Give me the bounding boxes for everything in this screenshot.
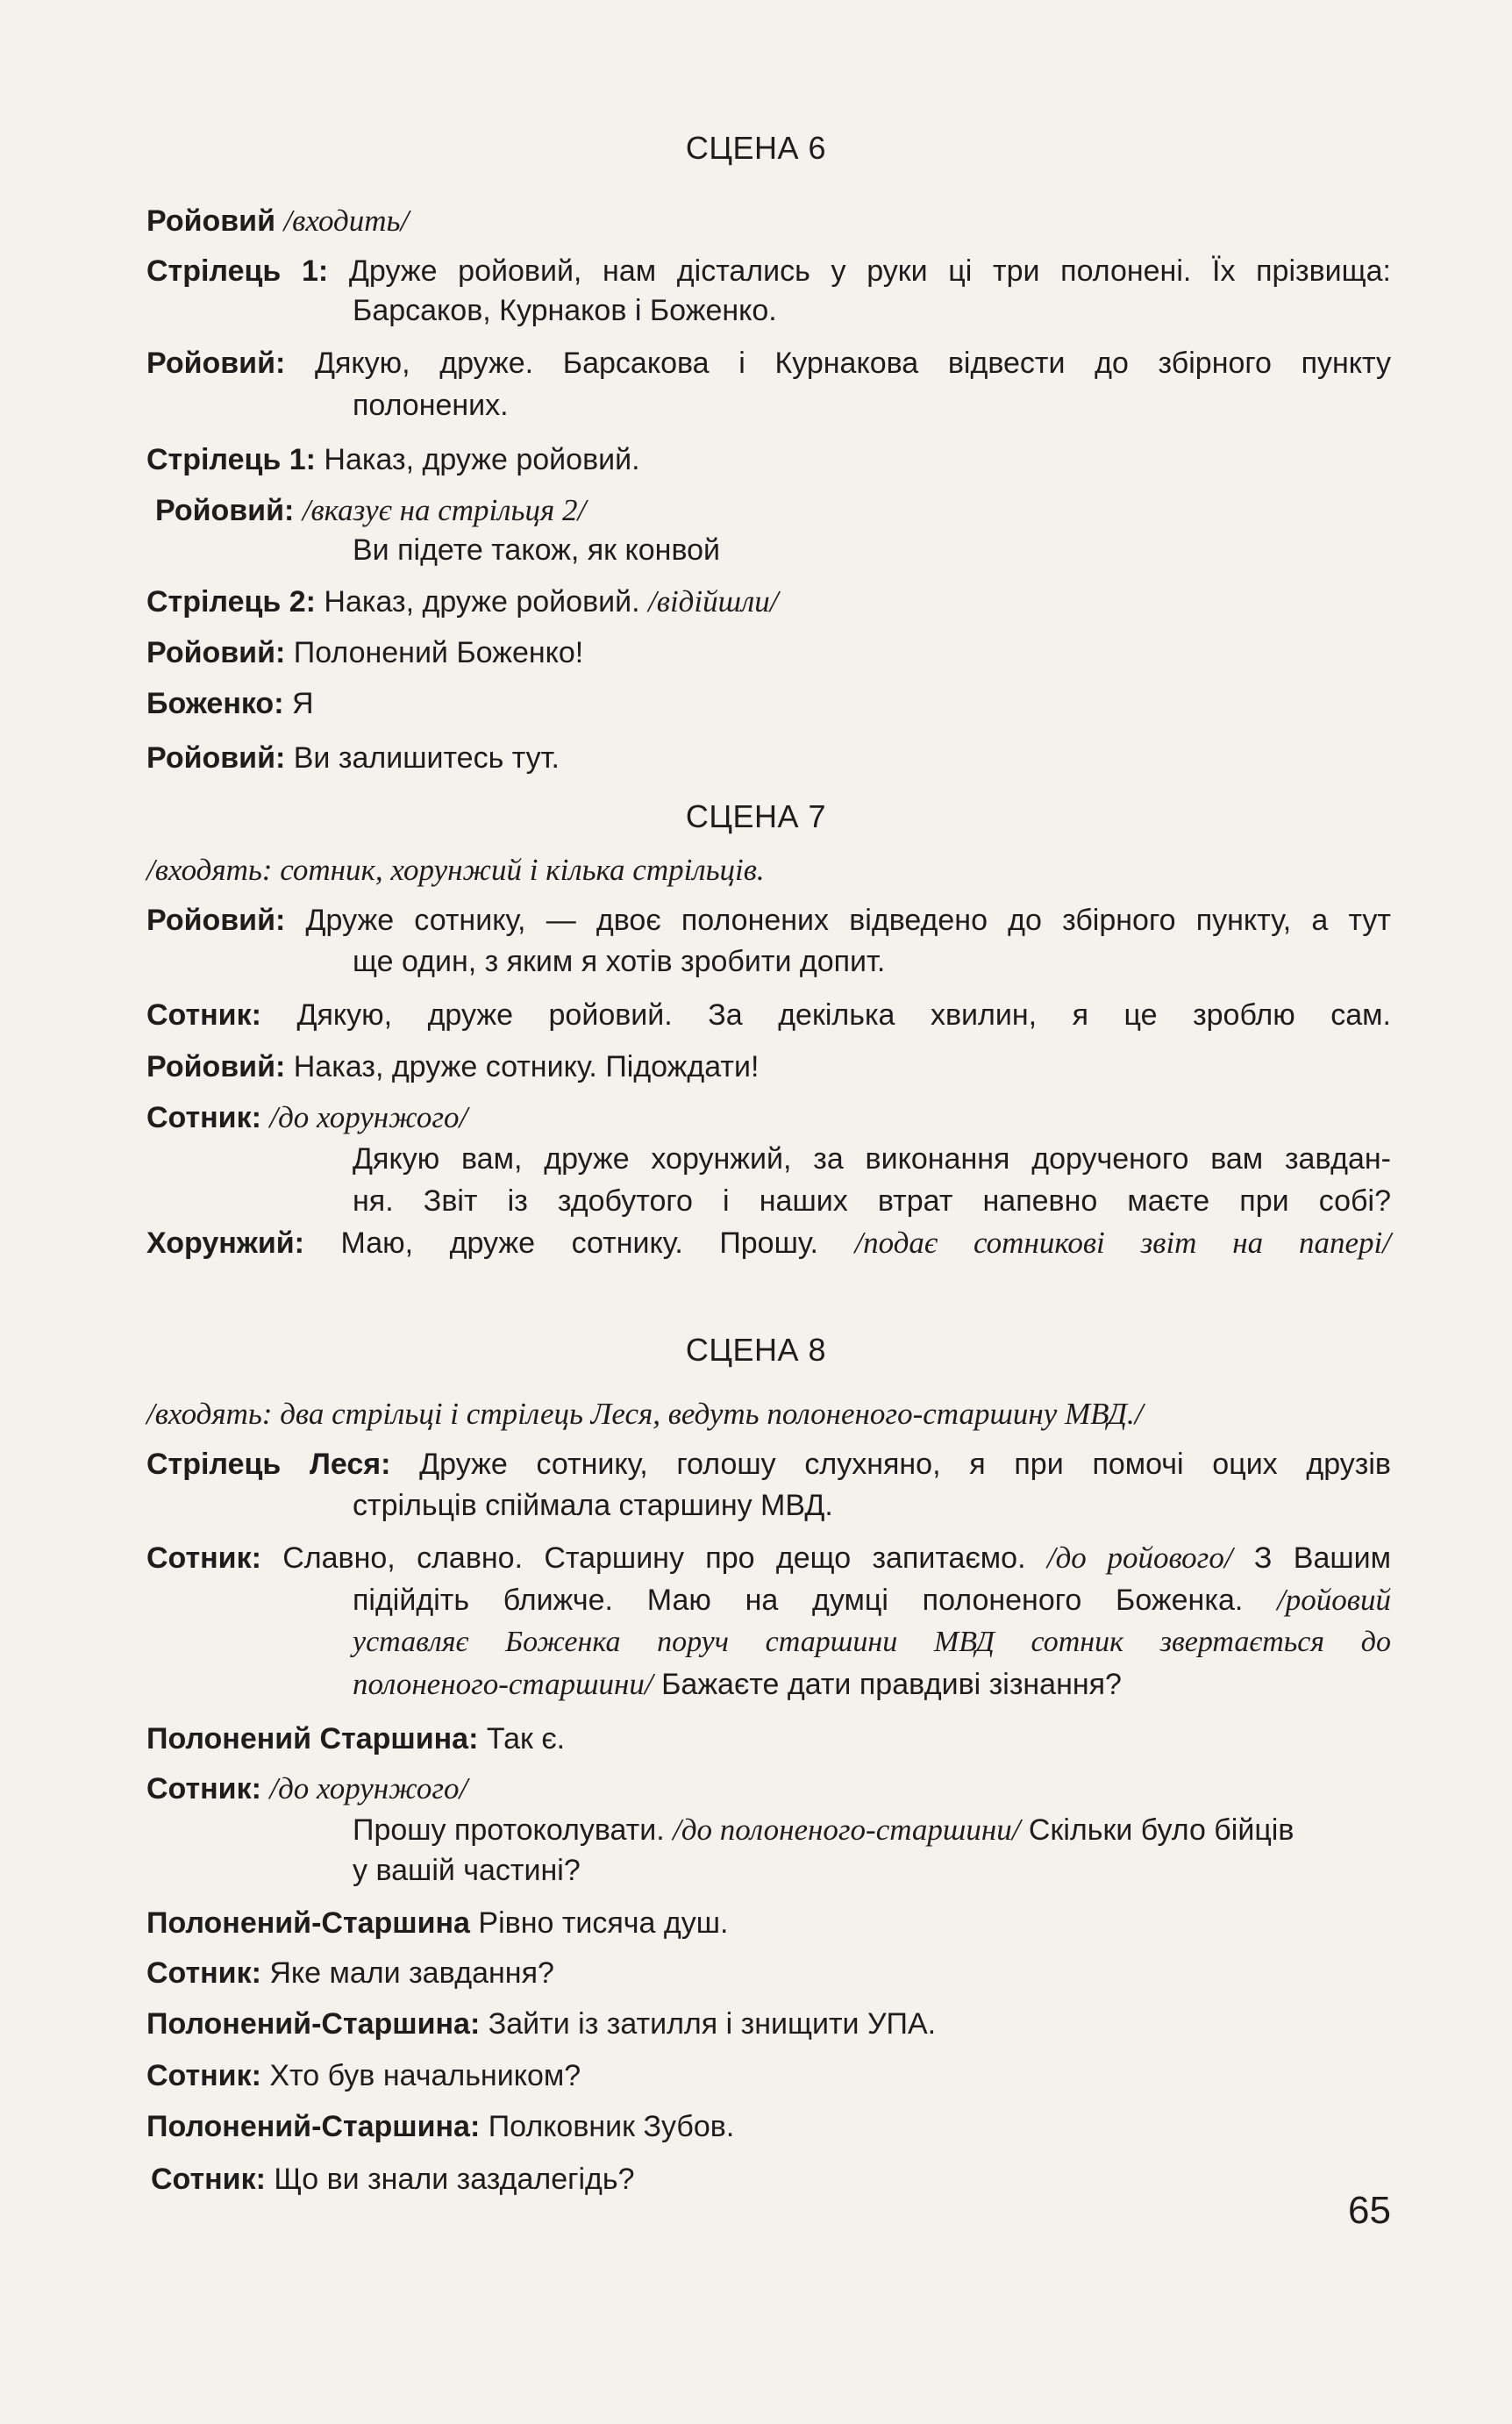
speech: Прошу протоколувати. (353, 1813, 665, 1847)
stage-direction: /до хорунжого/ (269, 1771, 468, 1805)
dialogue-line (146, 1537, 1391, 1579)
speech: Наказ, друже ройовий. (324, 443, 640, 476)
speech-continuation: Дякую вам, друже хорунжий, за виконання дорученого вам завдан- (353, 1142, 1391, 1176)
scene-8-title: СЦЕНА 8 (685, 1332, 827, 1368)
dialogue-line (146, 683, 1391, 725)
speaker: Боженко: (146, 687, 284, 720)
scene-7-title: СЦЕНА 7 (685, 798, 827, 834)
stage-direction: /до ройового/ (1046, 1541, 1233, 1575)
speech: Так є. (486, 1722, 566, 1755)
speaker: Сотник: (146, 1772, 261, 1805)
dialogue-line (146, 632, 1391, 674)
speech: Зайти із затилля і знищити УПА. (488, 2007, 937, 2041)
dialogue-line (146, 342, 1391, 384)
stage-direction: полоненого-старшини/ (353, 1667, 653, 1701)
stage-direction-continuation: уставляє Боженка поруч старшини МВД сотник звертається до (353, 1626, 1391, 1658)
speaker: Полонений-Старшина: (146, 2110, 481, 2143)
stage-direction: /входять: сотник, хорунжий і кілька стрільців. (146, 853, 765, 887)
speech: Друже ройовий, нам дістались у руки ці три полонені. Їх прізвища: (348, 254, 1391, 288)
dialogue-line (146, 994, 1391, 1036)
speech-continuation (353, 1809, 1391, 1851)
speaker: Ройовий (146, 204, 275, 238)
speech-continuation: Ви підете також, як конвой (353, 533, 721, 567)
dialogue-line (146, 737, 1391, 779)
speech-continuation: Барсаков, Курнаков і Боженко. (353, 294, 777, 327)
dialogue-line (146, 1097, 1391, 1139)
stage-direction: /входять: два стрільці і стрілець Леся, ведуть полоненого-старшину МВД./ (146, 1397, 1144, 1431)
dialogue-line (146, 200, 1391, 242)
dialogue-line (146, 250, 1391, 292)
stage-direction: /подає сотникові звіт на папері/ (854, 1226, 1391, 1260)
dialogue-line (146, 2003, 1391, 2045)
speech: З Вашим (1253, 1541, 1392, 1575)
speech-continuation: стрільців спіймала старшину МВД. (353, 1489, 833, 1522)
dialogue-line (146, 1046, 1391, 1088)
scene-6-title: СЦЕНА 6 (685, 130, 827, 166)
speaker: Полонений-Старшина (146, 1906, 470, 1940)
stage-direction: /до полоненого-старшини/ (673, 1813, 1021, 1847)
page-number: 65 (1348, 2189, 1391, 2232)
stage-direction: /до хорунжого/ (269, 1100, 468, 1134)
speaker: Ройовий: (146, 741, 286, 775)
stage-direction: /відійшли/ (648, 584, 779, 619)
speaker: Стрілець 1: (146, 254, 329, 288)
speech: Друже сотнику, — двоє полонених відведено до збірного пункту, а тут (305, 904, 1392, 937)
speech: Хто був начальником? (269, 2059, 581, 2092)
dialogue-line (146, 581, 1391, 623)
speaker: Сотник: (151, 2163, 266, 2196)
speech: Наказ, друже сотнику. Підождати! (293, 1050, 760, 1083)
speech: Яке мали завдання? (269, 1956, 554, 1990)
speaker: Ройовий: (146, 636, 286, 669)
speech: Полонений Боженко! (293, 636, 584, 669)
dialogue-line (151, 2158, 1391, 2200)
dialogue-line (146, 1443, 1391, 1485)
speech: Дякую, друже. Барсакова і Курнакова відвести до збірного пункту (314, 347, 1391, 380)
speech-continuation: у вашій частині? (353, 1854, 581, 1887)
speech: Бажаєте дати правдиві зізнання? (661, 1668, 1122, 1701)
speech: Ви залишитесь тут. (293, 741, 560, 775)
speaker: Ройовий: (146, 1050, 286, 1083)
speaker: Сотник: (146, 998, 261, 1032)
speaker: Стрілець 1: (146, 443, 316, 476)
speaker: Сотник: (146, 1101, 261, 1134)
stage-direction-line (146, 1393, 1391, 1435)
speaker: Сотник: (146, 1541, 261, 1575)
dialogue-line (146, 1222, 1391, 1264)
speech: Скільки було бійців (1028, 1813, 1294, 1847)
speaker: Полонений Старшина: (146, 1722, 479, 1755)
dialogue-line (146, 1952, 1391, 1994)
speech-continuation (353, 1579, 1391, 1621)
speech: підійдіть ближче. Маю на думці полоненого Боженка. (353, 1584, 1244, 1617)
speaker: Ройовий: (146, 904, 286, 937)
stage-direction: /вказує на стрільця 2/ (302, 493, 587, 527)
stage-direction-line (146, 849, 1391, 891)
dialogue-line (146, 2055, 1391, 2097)
dialogue-line (155, 490, 1391, 532)
dialogue-line (146, 1902, 1391, 1944)
speech: Маю, друже сотнику. Прошу. (340, 1226, 818, 1260)
speaker: Сотник: (146, 2059, 261, 2092)
speech: Друже сотнику, голошу слухняно, я при помочі оцих друзів (419, 1448, 1391, 1481)
dialogue-line (146, 439, 1391, 481)
speaker: Полонений-Старшина: (146, 2007, 481, 2041)
speaker: Ройовий: (155, 494, 295, 527)
speech-continuation: полонених. (353, 389, 509, 422)
speech-continuation (353, 1663, 1391, 1705)
speaker: Стрілець 2: (146, 585, 316, 619)
dialogue-line (146, 899, 1391, 941)
speech: Дякую, друже ройовий. За декілька хвилин, я це зроблю сам. (296, 998, 1392, 1032)
speech: Славно, славно. Старшину про дещо запитаємо. (282, 1541, 1026, 1575)
speaker: Хорунжий: (146, 1226, 304, 1260)
speech-continuation: ня. Звіт із здобутого і наших втрат напевно маєте при собі? (353, 1184, 1391, 1218)
dialogue-line (146, 1718, 1391, 1760)
speech: Рівно тисяча душ. (478, 1906, 729, 1940)
stage-direction: /входить/ (283, 204, 410, 238)
speaker: Стрілець Леся: (146, 1448, 391, 1481)
speech: Полковник Зубов. (488, 2110, 735, 2143)
speech: Що ви знали заздалегідь? (274, 2163, 635, 2196)
dialogue-line (146, 1768, 1391, 1810)
dialogue-line (146, 2106, 1391, 2148)
speech: Я (291, 687, 314, 720)
speaker: Сотник: (146, 1956, 261, 1990)
speaker: Ройовий: (146, 347, 286, 380)
stage-direction: /ройовий (1277, 1583, 1391, 1617)
speech-continuation: ще один, з яким я хотів зробити допит. (353, 945, 886, 978)
speech: Наказ, друже ройовий. (324, 585, 640, 619)
